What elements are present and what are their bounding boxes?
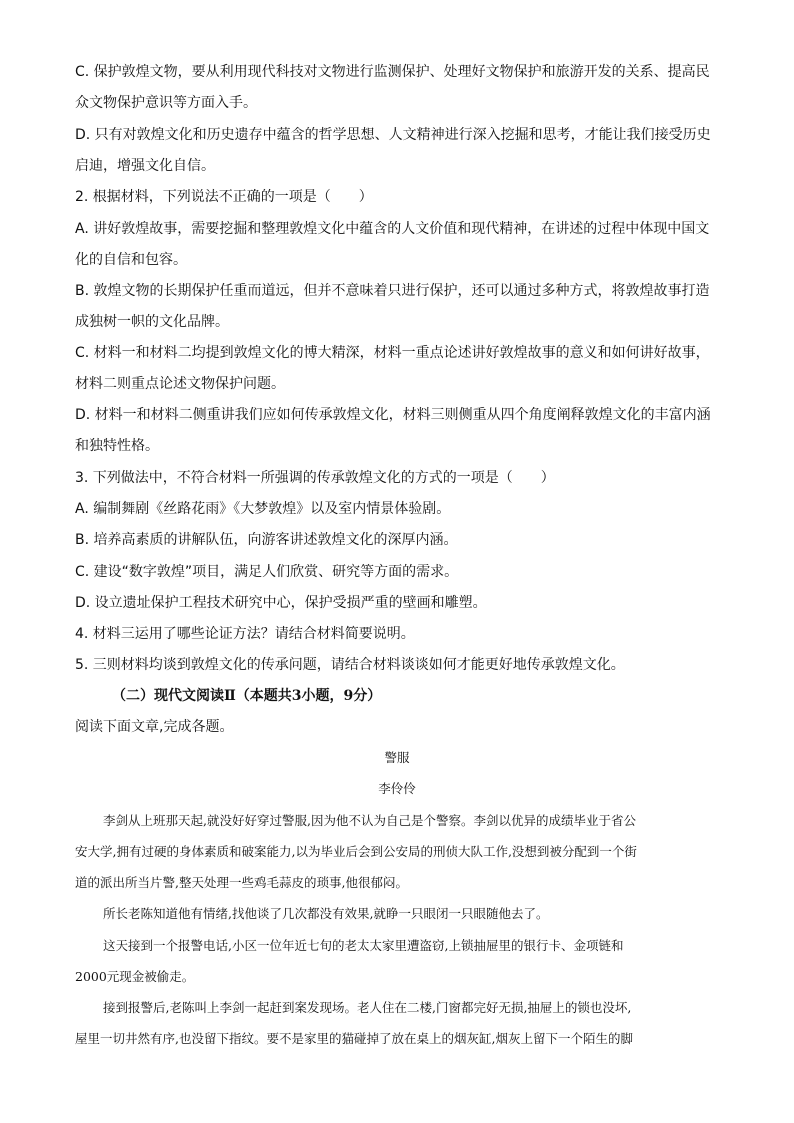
q2-option-d-line-1: D. 材料一和材料二侧重讲我们应如何传承敦煌文化，材料三则侧重从四个角度阐释敦煌文化的丰富内涵 [75,407,711,423]
story-author: 李伶伶 [378,781,416,796]
question-3: 3. 下列做法中，不符合材料一所强调的传承敦煌文化的方式的一项是（ ） [75,470,555,486]
story-paragraph-line: 道的派出所当片警,整天处理一些鸡毛蒜皮的琐事,他很郁闷。 [75,875,408,890]
option-d-line-2: 启迪，增强文化自信。 [75,158,215,174]
story-paragraph-line: 安大学,拥有过硬的身体素质和破案能力,以为毕业后会到公安局的刑侦大队工作,没想到被分配到一个街 [75,844,637,859]
q3-option-a: A. 编制舞剧《丝路花雨》《大梦敦煌》以及室内情景体验剧。 [75,501,451,517]
story-title: 警服 [384,750,410,765]
story-paragraph-line: 这天接到一个报警电话,小区一位年近七旬的老太太家里遭盗窃,上锁抽屉里的银行卡、金项链和 [103,938,624,953]
question-4: 4. 材料三运用了哪些论证方法？请结合材料简要说明。 [75,626,415,642]
q2-option-a-line-1: A. 讲好敦煌故事，需要挖掘和整理敦煌文化中蕴含的人文价值和现代精神，在讲述的过程中体现中国文 [75,221,710,237]
q2-option-b-line-1: B. 敦煌文物的长期保护任重而道远，但并不意味着只进行保护，还可以通过多种方式，将敦煌故事打造 [75,283,710,299]
option-c-line-1: C. 保护敦煌文物，要从利用现代科技对文物进行监测保护、处理好文物保护和旅游开发的关系、提高民 [75,64,710,80]
q2-option-c-line-2: 材料二则重点论述文物保护问题。 [75,376,285,392]
story-paragraph-line: 屋里一切井然有序,也没留下指纹。要不是家里的猫碰掉了放在桌上的烟灰缸,烟灰上留下一个陌生的脚 [75,1031,633,1046]
reading-instruction: 阅读下面文章,完成各题。 [75,719,234,735]
story-paragraph-line: 接到报警后,老陈叫上李剑一起赶到案发现场。老人住在二楼,门窗都完好无损,抽屉上的锁也没坏, [103,1000,632,1015]
story-paragraph-line: 2000元现金被偷走。 [75,969,195,984]
q2-option-d-line-2: 和独特性格。 [75,438,159,454]
section-heading: （二）现代文阅读Ⅱ（本题共3小题，9分） [112,688,382,704]
question-5: 5. 三则材料均谈到敦煌文化的传承问题，请结合材料谈谈如何才能更好地传承敦煌文化。 [75,657,625,673]
q3-option-c: C. 建设“数字敦煌”项目，满足人们欣赏、研究等方面的需求。 [75,564,459,580]
story-paragraph-line: 所长老陈知道他有情绪,找他谈了几次都没有效果,就睁一只眼闭一只眼随他去了。 [103,906,549,921]
story-paragraph-line: 李剑从上班那天起,就没好好穿过警服,因为他不认为自己是个警察。李剑以优异的成绩毕业于省公 [103,813,636,828]
q2-option-a-line-2: 化的自信和包容。 [75,252,187,268]
q2-option-c-line-1: C. 材料一和材料二均提到敦煌文化的博大精深，材料一重点论述讲好敦煌故事的意义和如何讲好故事， [75,345,710,361]
option-d-line-1: D. 只有对敦煌文化和历史遗存中蕴含的哲学思想、人文精神进行深入挖掘和思考，才能让我们接受历史 [75,127,711,143]
question-2: 2. 根据材料，下列说法不正确的一项是（ ） [75,189,373,205]
q3-option-b: B. 培养高素质的讲解队伍，向游客讲述敦煌文化的深厚内涵。 [75,532,458,548]
q3-option-d: D. 设立遗址保护工程技术研究中心，保护受损严重的壁画和雕塑。 [75,595,487,611]
option-c-line-2: 众文物保护意识等方面入手。 [75,95,257,111]
q2-option-b-line-2: 成独树一帜的文化品牌。 [75,314,229,330]
